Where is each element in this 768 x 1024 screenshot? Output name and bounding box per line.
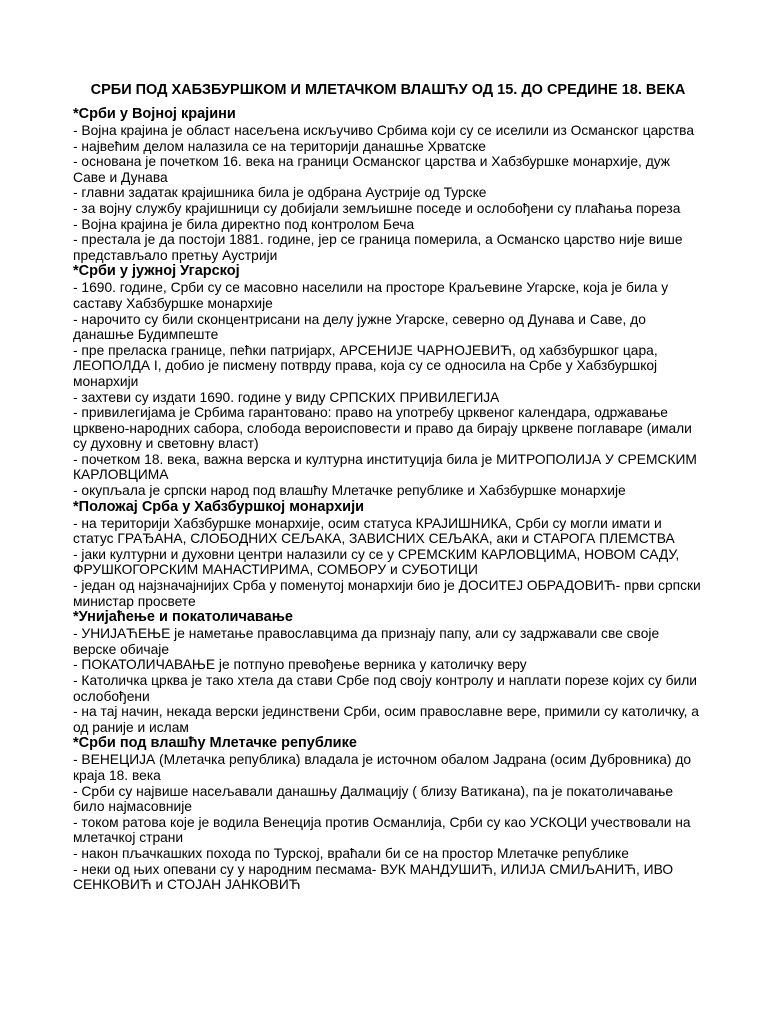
list-item: - привилегијама је Србима гарантовано: право на употребу црквеног календара, одржавање црквено-народних сабора, слобода вероисповести и право да бирају црквене поглаваре (имали су духовну и световну власт): [73, 405, 692, 452]
list-item: - током ратова које је водила Венеција против Османлија, Срби су као УСКОЦИ учествовали на млетачкој страни: [73, 814, 691, 846]
list-item: - основана је почетком 16. века на граници Османског царства и Хабзбуршке монархије, дуж Саве и Дунава: [73, 154, 671, 185]
list-item: - почетком 18. века, важна верска и културна институција била је МИТРОПОЛИЈА У СРЕМСКИМ КАРЛОВЦИМА: [73, 451, 697, 483]
list-item: - главни задатак крајишника била је одбрана Аустрије од Турске: [73, 185, 487, 201]
list-item: - окупљала је српски народ под влашћу Млетачке републике и Хабзбуршке монархије: [73, 483, 626, 499]
section-uniatism-catholicization: [73, 609, 703, 735]
document-title: СРБИ ПОД ХАБЗБУРШКОМ И МЛЕТАЧКОМ ВЛАШЋУ ОД 15. ДО СРЕДИНЕ 18. ВЕКА: [90, 82, 686, 98]
list-item: - престала је да постоји 1881. године, јер се граница померила, а Османско царство није више представљало претњу Аустрији: [73, 232, 683, 263]
list-item: - неки од њих опевани су у народним песмама- ВУК МАНДУШИЋ, ИЛИЈА СМИЉАНИЋ, ИВО СЕНКОВИЋ и СТОЈАН ЈАНКОВИЋ: [73, 861, 674, 893]
list-item: - пре преласка границе, пећки патријарх, АРСЕНИЈЕ ЧАРНОЈЕВИЋ, од хабзбуршког цара, ЛЕОПОЛДА I, добио је писмену потврду права, која су се односила на Србе у Хабзбуршкој монархији: [73, 342, 658, 389]
list-item: - један од најзначајнијих Срба у поменутој монархији био је ДОСИТЕЈ ОБРАДОВИЋ- први српски министар просвете: [73, 578, 701, 609]
document-page: [73, 82, 703, 893]
list-item: - Срби су највише насељавали данашњу Далмацију ( близу Ватикана), па је покатоличавање било најмасовније: [73, 783, 674, 815]
list-item: - УНИЈАЋЕЊЕ је наметање православцима да признају папу, али су задржавали све своје верске обичаје: [73, 626, 660, 657]
list-item: - на територији Хабзбуршке монархије, осим статуса КРАЈИШНИКА, Срби су могли имати и статус ГРАЂАНА, СЛОБОДНИХ СЕЉАКА, ЗАВИСНИХ СЕЉАКА, аки и СТАРОГА ПЛЕМСТВА: [73, 515, 675, 547]
list-item: - након пљачкашких похода по Турској, враћали би се на простор Млетачке републике: [73, 845, 629, 861]
section-heading: *Положај Срба у Хабзбуршкој монархији: [73, 498, 365, 515]
list-item: - на тај начин, некада верски јединствени Срби, осим православне вере, примили су католичку, а од раније и ислам: [73, 704, 699, 735]
list-item: - 1690. године, Срби су се масовно населили на просторе Краљевине Угарске, која је била у саставу Хабзбуршке монархије: [73, 280, 669, 311]
section-southern-hungary: [73, 263, 703, 498]
section-venetian-rule: [73, 735, 703, 892]
section-heading: *Унијаћење и покатоличавање: [73, 609, 293, 626]
list-item: - захтеви су издати 1690. године у виду СРПСКИХ ПРИВИЛЕГИЈА: [73, 389, 500, 405]
list-item: - Католичка црква је тако хтела да стави Србе под своју контролу и наплати порезе којих су били ослобођени: [73, 673, 697, 704]
list-item: - за војну службу крајишници су добијали земљишне поседе и ослобођени су плаћања пореза: [73, 200, 681, 216]
list-item: - нарочито су били сконцентрисани на делу јужне Угарске, северно од Дунава и Саве, до данашње Будимпеште: [73, 311, 646, 343]
section-heading: *Срби у јужној Угарској: [73, 263, 240, 280]
list-item: - Војна крајина је била директно под контролом Беча: [73, 216, 415, 232]
list-item: - ВЕНЕЦИЈА (Млетачка република) владала је источном обалом Јадрана (осим Дубровника) до краја 18. века: [73, 752, 692, 783]
list-item: - Војна крајина је област насељена искључиво Србима који су се иселили из Османског царства: [73, 123, 694, 138]
section-heading: *Срби у Војној крајини: [73, 106, 236, 122]
list-item: - јаки културни и духовни центри налазили су се у СРЕМСКИМ КАРЛОВЦИМА, НОВОМ САДУ, ФРУШКОГОРСКИМ МАНАСТИРИМА, СОМБОРУ и СУБОТИЦИ: [73, 546, 680, 578]
section-habsburg-position: [73, 499, 703, 610]
list-item: - ПОКАТОЛИЧАВАЊЕ је потпуно превођење верника у католичку веру: [73, 657, 527, 673]
section-heading: *Срби под влашћу Млетачке републике: [73, 735, 357, 752]
section-military-frontier: [73, 106, 703, 263]
list-item: - највећим делом налазила се на територији данашње Хрватске: [73, 138, 486, 154]
